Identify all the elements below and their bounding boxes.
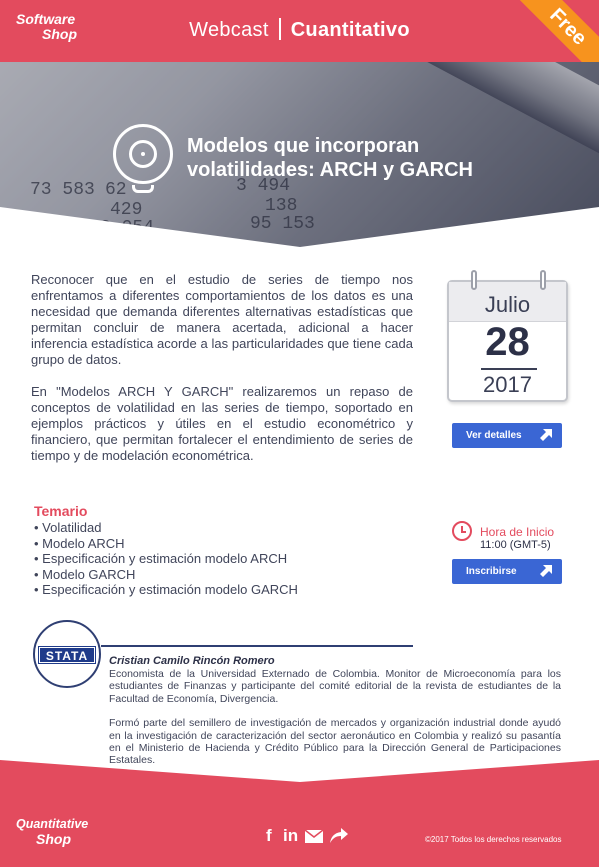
footer-bar [0,760,599,867]
share-icon[interactable] [330,828,348,844]
logo-line2: Shop [42,26,77,42]
calendar-day: 28 [485,320,530,364]
facebook-icon[interactable]: f [266,826,272,845]
temario-list [34,520,298,598]
speaker-bio [109,668,561,767]
header-title [0,18,599,42]
calendar-year: 2017 [483,372,532,397]
webinar-title: Modelos que incorporan volatilidades: ARCH y GARCH [187,135,473,181]
stata-logo: STATA [39,647,95,663]
description-paragraph: En "Modelos ARCH Y GARCH" realizaremos un repaso de conceptos de volatilidad en las series de tiempo, soportado en ejemplos prácticos y útiles en el estudio econométrico y financiero, que permitan fortalecer el entendimiento de series de tiempo y de modelación econométrica. [31,384,413,463]
calendar-ring [540,270,546,290]
arrow-up-right-icon [540,565,552,577]
speaker-name: Cristian Camilo Rincón Romero [109,655,275,667]
title-divider [279,18,281,40]
quantitative-shop-logo[interactable] [16,817,88,847]
webcam-lens-dot [141,152,145,156]
temario-item: • Modelo ARCH [34,536,298,552]
temario-item: • Volatilidad [34,520,298,536]
linkedin-icon[interactable]: in [283,826,299,845]
webcam-stand [132,185,154,193]
speaker-bio-paragraph: Formó parte del semillero de investigación de mercados y organización industrial donde ayudó en la investigación de caracterización del sector aeronáutico en Colombia y realizó su pasantía en el Ministerio de Hacienda y Crédito Público para la Dirección General de Participaciones Estatales. [109,717,561,767]
webcam-lens [129,140,157,168]
speaker-bio-paragraph: Economista de la Universidad Externado de Colombia. Monitor de Microeconomía para los estudiantes de Finanzas y participante del comité editorial de la revista de estudiantes de la Facultad de Economía, Divergencia. [109,668,561,705]
start-time-label: Hora de Inicio [480,525,555,539]
temario-item: • Especificación y estimación modelo GARCH [34,582,298,598]
temario-item: • Especificación y estimación modelo ARCH [34,551,298,567]
register-button[interactable] [452,559,562,584]
description-paragraph: Reconocer que en el estudio de series de tiempo nos enfrentamos a diferentes comportamientos de los datos es una necesidad que demanda diferentes alternativas estadísticas que permitan concluir de manera acertada, adicional a hacer inferencia estadística acorde a las particularidades que tiene cada grupo de datos. [31,272,413,367]
free-badge: Free [511,0,599,62]
webcam-icon [113,124,173,184]
footer-logo-line2: Shop [36,831,71,847]
webcast-label: Webcast [189,19,269,41]
calendar-icon [447,280,568,402]
copyright-text: ©2017 Todos los derechos reservados [425,835,562,844]
hero-banner [0,62,599,247]
bg-number: 138 [265,196,298,216]
bg-number: 429 [110,200,143,220]
speaker-divider [101,645,413,647]
arrow-up-right-icon [540,429,552,441]
logo-line1: Software [16,11,76,27]
temario-item: • Modelo GARCH [34,567,298,583]
register-button-label: Inscribirse [466,566,517,577]
bg-number: 73 583 [30,180,95,200]
calendar-ring [471,270,477,290]
calendar-divider [481,368,537,370]
speaker-avatar [33,620,101,688]
calendar-month: Julio [484,292,531,317]
footer-logo-line1: Quantitative [16,817,89,831]
clock-icon [452,521,472,541]
email-icon[interactable] [305,830,323,843]
webinar-description [31,272,413,464]
bg-number: 95 153 [250,214,315,234]
category-label: Cuantitativo [290,19,410,41]
bg-number: 3 494 [236,176,291,196]
header-bar [0,0,599,62]
start-time-value: 11:00 (GMT-5) [480,539,551,551]
details-button[interactable] [452,423,562,448]
temario-heading: Temario [34,503,88,519]
details-button-label: Ver detalles [466,430,522,441]
bg-number: 62 [105,180,127,200]
